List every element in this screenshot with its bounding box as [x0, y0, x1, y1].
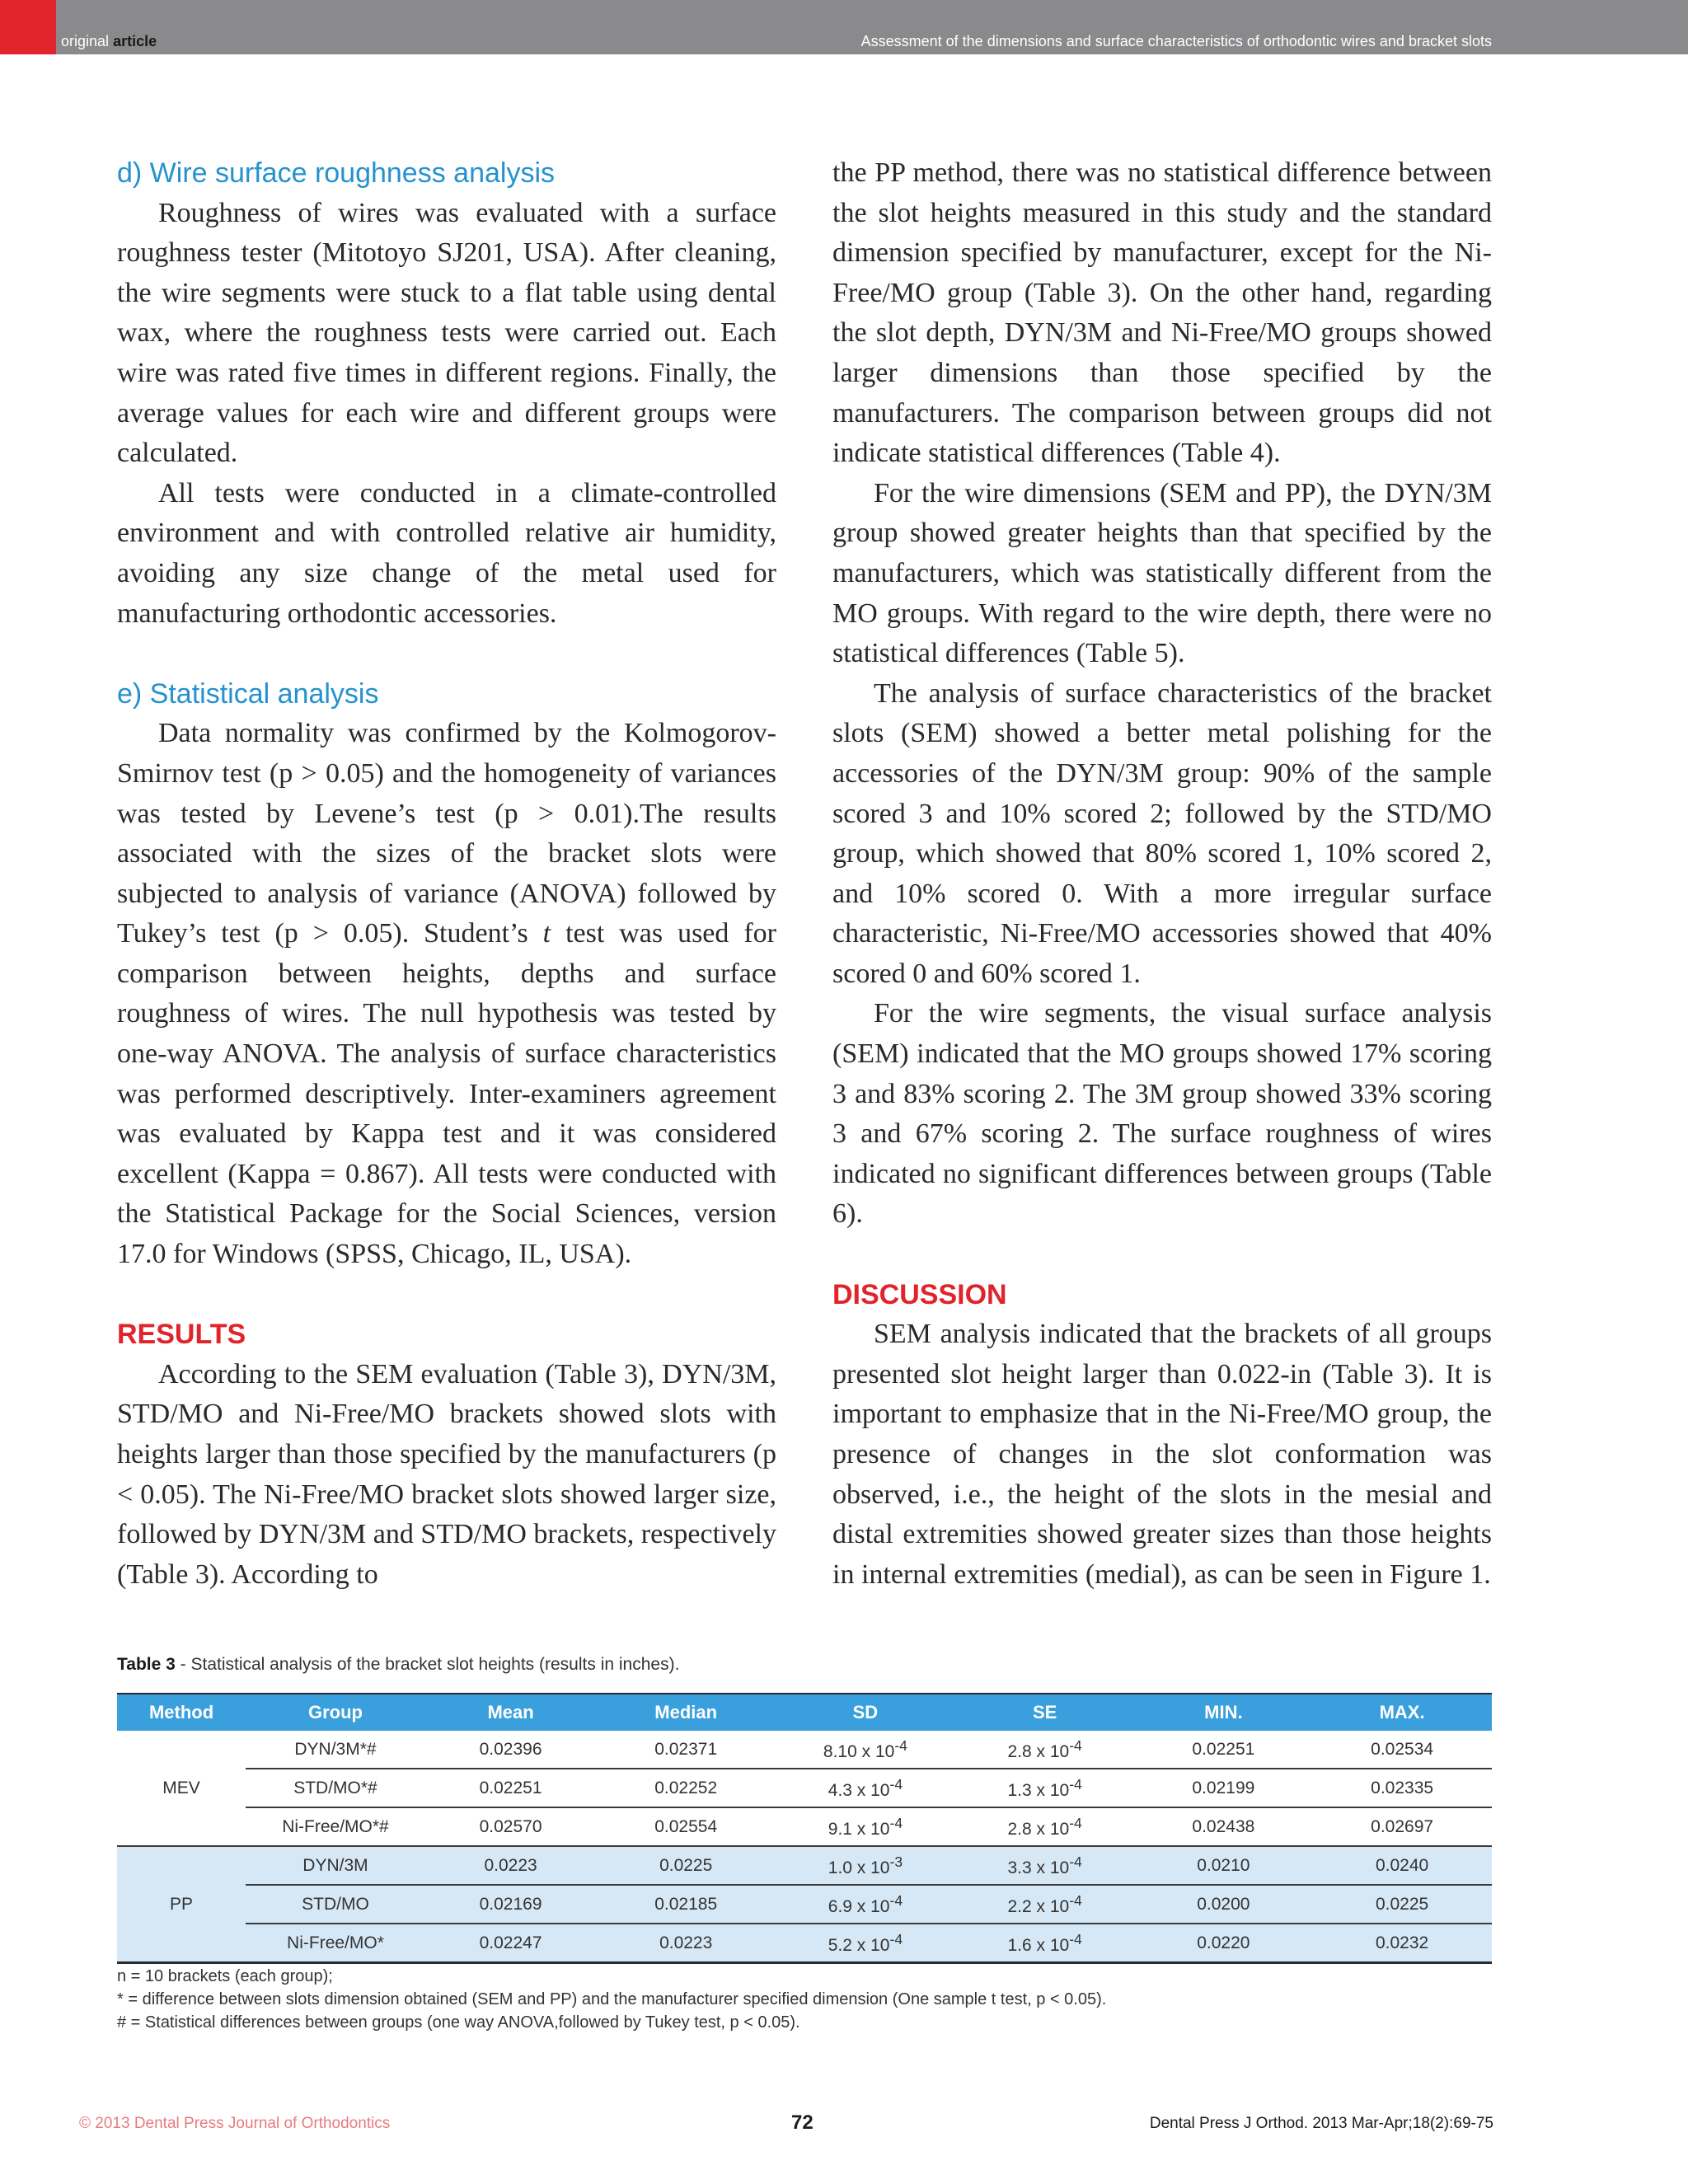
table-row	[117, 1885, 1492, 1924]
max-cell: 0.0240	[1312, 1846, 1492, 1885]
group-cell: Ni-Free/MO*#	[246, 1807, 425, 1846]
paragraph-part: Data normality was confirmed by the Kolmogorov-Smirnov test (p > 0.05) and the homogeneity of variances was tested by Levene’s test (p > 0.01).The results associated with the sizes of the bracket slots were subjected to analysis of variance (ANOVA) followed by Tukey’s test (p > 0.05). Student’s	[117, 718, 776, 949]
se-exponent: -4	[1069, 1814, 1082, 1831]
table-footnotes	[117, 1965, 1106, 2034]
paragraph: All tests were conducted in a climate-controlled environment and with controlled relative air humidity, avoiding any size change of the metal used for manufacturing orthodontic accessories.	[117, 477, 776, 629]
sd-exponent: -4	[889, 1891, 903, 1909]
se-exponent: -4	[1069, 1853, 1082, 1870]
min-cell: 0.02199	[1135, 1769, 1313, 1807]
se-base: 2.8 x 10	[1007, 1741, 1070, 1761]
se-base: 1.6 x 10	[1007, 1935, 1070, 1955]
sd-exponent: -4	[889, 1814, 903, 1831]
group-cell: STD/MO*#	[246, 1769, 425, 1807]
group-cell: DYN/3M	[246, 1846, 425, 1885]
section-label-a: original	[61, 33, 110, 49]
mean-cell: 0.02570	[425, 1807, 596, 1846]
sd-cell	[776, 1924, 955, 1963]
footer-citation: Dental Press J Orthod. 2013 Mar-Apr;18(2):69-75	[1149, 2115, 1493, 2132]
col-header: SE	[955, 1694, 1135, 1731]
heading-discussion: DISCUSSION	[832, 1278, 1007, 1310]
paragraph: For the wire dimensions (SEM and PP), the DYN/3M group showed greater heights than that specified by the manufacturers, which was statistically different from the MO groups. With regard to the wire depth, there were no statistical differences (Table 5).	[832, 477, 1492, 669]
col-header: Method	[117, 1694, 246, 1731]
table-caption	[117, 1655, 679, 1675]
sd-cell	[776, 1769, 955, 1807]
sd-exponent: -4	[894, 1736, 907, 1754]
col-header: Group	[246, 1694, 425, 1731]
se-base: 3.3 x 10	[1007, 1858, 1070, 1877]
median-cell: 0.0223	[596, 1924, 776, 1963]
sd-cell	[776, 1731, 955, 1769]
group-cell: DYN/3M*#	[246, 1731, 425, 1769]
median-cell: 0.02252	[596, 1769, 776, 1807]
table-caption-label: Table 3	[117, 1655, 176, 1674]
paragraph-part: test was used for comparison between heights, depths and surface roughness of wires. The null hypothesis was tested by one-way ANOVA. The analysis of surface characteristics was performed descriptively. Inter-examiners agreement was evaluated by Kappa test and it was considered excellent (Kappa = 0.867). All tests were conducted with the Statistical Package for the Social Sciences, version 17.0 for Windows (SPSS, Chicago, IL, USA).	[117, 918, 776, 1270]
max-cell: 0.02534	[1312, 1731, 1492, 1769]
se-cell	[955, 1924, 1135, 1963]
se-cell	[955, 1885, 1135, 1924]
se-exponent: -4	[1069, 1930, 1082, 1947]
heading-statistical-analysis: e) Statistical analysis	[117, 677, 379, 710]
min-cell: 0.0210	[1135, 1846, 1313, 1885]
se-cell	[955, 1807, 1135, 1846]
section-label	[61, 33, 157, 50]
sd-base: 5.2 x 10	[828, 1935, 890, 1955]
max-cell: 0.0225	[1312, 1885, 1492, 1924]
se-cell	[955, 1769, 1135, 1807]
col-header: MAX.	[1312, 1694, 1492, 1731]
group-cell: Ni-Free/MO*	[246, 1924, 425, 1963]
left-column	[117, 153, 776, 1595]
max-cell: 0.02335	[1312, 1769, 1492, 1807]
section-label-b: article	[113, 33, 157, 49]
paragraph: Roughness of wires was evaluated with a surface roughness tester (Mitotoyo SJ201, USA). After cleaning, the wire segments were stuck to a flat table using dental wax, where the roughness tests were carried out. Each wire was rated five times in different regions. Finally, the average values for each wire and different groups were calculated.	[117, 197, 776, 469]
right-column	[832, 153, 1492, 1595]
col-header: MIN.	[1135, 1694, 1313, 1731]
header-accent	[0, 0, 56, 54]
min-cell: 0.0220	[1135, 1924, 1313, 1963]
paragraph: the PP method, there was no statistical difference between the slot heights measured in this study and the standard dimension specified by manufacturer, except for the Ni-Free/MO group (Table 3). On the other hand, regarding the slot depth, DYN/3M and Ni-Free/MO groups showed larger dimensions than those specified by the manufacturers. The comparison between groups did not indicate statistical differences (Table 4).	[832, 157, 1492, 469]
median-cell: 0.0225	[596, 1846, 776, 1885]
median-cell: 0.02554	[596, 1807, 776, 1846]
se-exponent: -4	[1069, 1736, 1082, 1754]
sd-cell	[776, 1885, 955, 1924]
max-cell: 0.0232	[1312, 1924, 1492, 1963]
paragraph	[117, 714, 776, 1274]
min-cell: 0.02251	[1135, 1731, 1313, 1769]
statistics-table	[117, 1693, 1492, 1964]
table-row	[117, 1731, 1492, 1769]
paragraph: The analysis of surface characteristics of the bracket slots (SEM) showed a better metal polishing for the accessories of the DYN/3M group: 90% of the sample scored 3 and 10% scored 2; followed by the STD/MO group, which showed that 80% scored 1, 10% scored 2, and 10% scored 0. With a more irregular surface characteristic, Ni-Free/MO accessories showed that 40% scored 0 and 60% scored 1.	[832, 677, 1492, 989]
mean-cell: 0.02251	[425, 1769, 596, 1807]
sd-cell	[776, 1846, 955, 1885]
mean-cell: 0.02169	[425, 1885, 596, 1924]
mean-cell: 0.02396	[425, 1731, 596, 1769]
table-row	[117, 1924, 1492, 1963]
se-exponent: -4	[1069, 1891, 1082, 1909]
page-number: 72	[791, 2111, 814, 2134]
sd-cell	[776, 1807, 955, 1846]
se-cell	[955, 1731, 1135, 1769]
running-title: Assessment of the dimensions and surface characteristics of orthodontic wires and bracket slots	[860, 33, 1492, 49]
method-cell: MEV	[117, 1731, 246, 1846]
se-base: 1.3 x 10	[1007, 1780, 1070, 1800]
heading-results: RESULTS	[117, 1319, 246, 1351]
method-cell: PP	[117, 1846, 246, 1963]
sd-base: 4.3 x 10	[828, 1780, 890, 1800]
min-cell: 0.0200	[1135, 1885, 1313, 1924]
se-exponent: -4	[1069, 1775, 1082, 1793]
paragraph: According to the SEM evaluation (Table 3), DYN/3M, STD/MO and Ni-Free/MO brackets showed slots with heights larger than those specified by the manufacturers (p < 0.05). The Ni-Free/MO bracket slots showed larger size, followed by DYN/3M and STD/MO brackets, respectively (Table 3). According to	[117, 1358, 776, 1590]
footnote: # = Statistical differences between groups (one way ANOVA,followed by Tukey test, p < 0.05).	[117, 2013, 800, 2032]
heading-wire-roughness: d) Wire surface roughness analysis	[117, 157, 556, 189]
sd-base: 1.0 x 10	[828, 1858, 890, 1877]
table-row	[117, 1846, 1492, 1885]
table-header-row	[117, 1694, 1492, 1731]
table-row	[117, 1807, 1492, 1846]
se-base: 2.8 x 10	[1007, 1819, 1070, 1839]
col-header: SD	[776, 1694, 955, 1731]
table-caption-text: - Statistical analysis of the bracket slot heights (results in inches).	[175, 1655, 680, 1674]
se-cell	[955, 1846, 1135, 1885]
sd-base: 6.9 x 10	[828, 1896, 890, 1916]
footnote: * = difference between slots dimension obtained (SEM and PP) and the manufacturer specified dimension (One sample t test, p < 0.05).	[117, 1990, 1107, 2008]
paragraph: SEM analysis indicated that the brackets of all groups presented slot height larger than 0.022-in (Table 3). It is important to emphasize that in the Ni-Free/MO group, the presence of changes in the slot conformation was observed, i.e., the height of the slots in the mesial and distal extremities showed greater sizes than those heights in internal extremities (medial), as can be seen in Figure 1.	[832, 1319, 1492, 1590]
mean-cell: 0.0223	[425, 1846, 596, 1885]
sd-exponent: -4	[889, 1930, 903, 1947]
sd-exponent: -3	[889, 1853, 903, 1870]
sd-base: 8.10 x 10	[823, 1741, 895, 1761]
paragraph: For the wire segments, the visual surface analysis (SEM) indicated that the MO groups showed 17% scoring 3 and 83% scoring 2. The 3M group showed 33% scoring 3 and 67% scoring 2. The surface roughness of wires indicated no significant differences between groups (Table 6).	[832, 998, 1492, 1230]
se-base: 2.2 x 10	[1007, 1896, 1070, 1916]
group-cell: STD/MO	[246, 1885, 425, 1924]
table-row	[117, 1769, 1492, 1807]
footnote: n = 10 brackets (each group);	[117, 1967, 333, 1985]
median-cell: 0.02185	[596, 1885, 776, 1924]
mean-cell: 0.02247	[425, 1924, 596, 1963]
footer-copyright: © 2013 Dental Press Journal of Orthodontics	[79, 2115, 391, 2132]
sd-exponent: -4	[889, 1775, 903, 1793]
col-header: Median	[596, 1694, 776, 1731]
min-cell: 0.02438	[1135, 1807, 1313, 1846]
col-header: Mean	[425, 1694, 596, 1731]
max-cell: 0.02697	[1312, 1807, 1492, 1846]
sd-base: 9.1 x 10	[828, 1819, 890, 1839]
median-cell: 0.02371	[596, 1731, 776, 1769]
italic-t: t	[542, 918, 551, 949]
